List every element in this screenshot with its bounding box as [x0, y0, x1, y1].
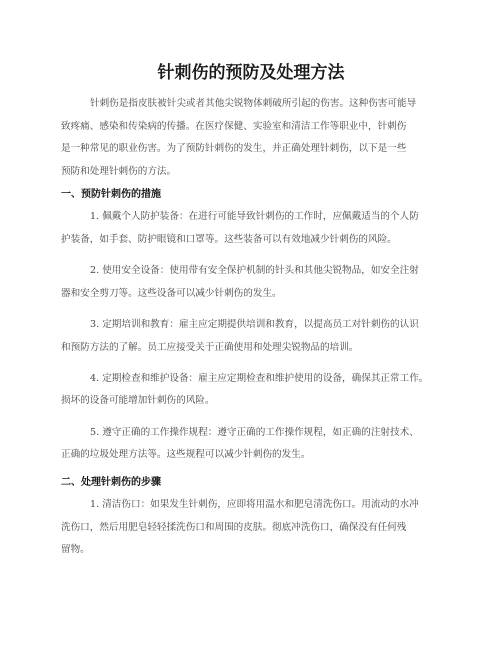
prevention-item-1-line: 1. 佩戴个人防护装备：在进行可能导致针刺伤的工作时，应佩戴适当的个人防	[90, 211, 419, 222]
treatment-item-1-line: 1. 清洁伤口：如果发生针刺伤，应即将用温水和肥皂清洗伤口。用流动的水冲	[90, 499, 419, 510]
prevention-item-4-line: 损坏的设备可能增加针刺伤的风险。	[61, 395, 215, 406]
prevention-item-1-line: 护装备，如手套、防护眼镜和口罩等。这些装备可以有效地减少针刺伤的风险。	[61, 234, 397, 245]
intro-line: 针刺伤是指皮肤被针尖或者其他尖锐物体刺破所引起的伤害。这种伤害可能导	[90, 98, 417, 109]
intro-line: 致疼痛、感染和传染病的传播。在医疗保健、实验室和清洁工作等职业中，针刺伤	[61, 121, 407, 132]
document-title: 针刺伤的预防及处理方法	[157, 63, 345, 83]
treatment-item-1-line: 留物。	[61, 544, 90, 555]
prevention-item-3-line: 3. 定期培训和教育：雇主应定期提供培训和教育，以提高员工对针刺伤的认识	[90, 319, 419, 330]
prevention-item-4-line: 4. 定期检查和维护设备：雇主应定期检查和维护使用的设备，确保其正常工作。	[90, 373, 429, 384]
section-heading-treatment: 二、处理针刺伤的步骤	[61, 477, 161, 488]
prevention-item-5-line: 正确的垃圾处理方法等。这些规程可以减少针刺伤的发生。	[61, 449, 311, 460]
section-heading-prevention: 一、预防针刺伤的措施	[61, 189, 161, 200]
treatment-item-1-line: 洗伤口，然后用肥皂轻轻揉洗伤口和周围的皮肤。彻底冲洗伤口，确保没有任何残	[61, 522, 407, 533]
intro-line: 预防和处理针刺伤的方法。	[61, 166, 177, 177]
intro-line: 是一种常见的职业伤害。为了预防针刺伤的发生，并正确处理针刺伤，以下是一些	[61, 143, 407, 154]
prevention-item-3-line: 和预防方法的了解。员工应接受关于正确使用和处理尖锐物品的培训。	[61, 342, 359, 353]
prevention-item-5-line: 5. 遵守正确的工作操作规程：遵守正确的工作操作规程，如正确的注射技术、	[90, 427, 419, 438]
prevention-item-2-line: 器和安全剪刀等。这些设备可以减少针刺伤的发生。	[61, 288, 282, 299]
prevention-item-2-line: 2. 使用安全设备：使用带有安全保护机制的针头和其他尖锐物品，如安全注射	[90, 265, 419, 276]
